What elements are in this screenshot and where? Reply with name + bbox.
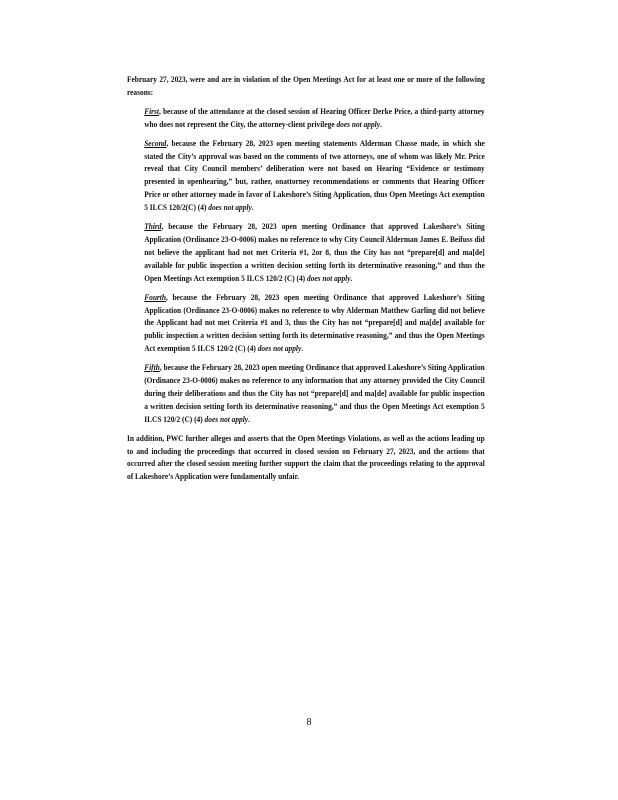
- reason-lead: First: [144, 105, 159, 116]
- reason-end: .: [248, 413, 250, 424]
- reason-emphasis: does not apply: [336, 118, 381, 129]
- reason-emphasis: does not apply: [204, 413, 249, 424]
- reason-emphasis: does not apply: [306, 272, 351, 283]
- reason-end: .: [380, 118, 382, 129]
- reason-third: [144, 220, 485, 285]
- reason-end: .: [251, 202, 254, 213]
- closing-paragraph: In addition, PWC further alleges and asserts that the Open Meetings Violations, as well as the actions leading up to and including the proceedings that occurred in closed session on February 27, 2023, and the actions that occurred after the closed session meeting further support the claim that the proceedings relating to the approval of Lakeshore’s Application were fundamentally unfair.: [127, 432, 485, 482]
- intro-paragraph: February 27, 2023, were and are in violation of the Open Meetings Act for at least one or more of the following reasons:: [127, 74, 485, 97]
- reason-lead: Second: [144, 137, 167, 148]
- reason-text: , because of the attendance at the closed session of Hearing Officer Derke Price, a third-party attorney who does not represent the City, the attorney-client privilege: [144, 105, 485, 129]
- reason-text: , because the February 28, 2023 open meeting Ordinance that approved Lakeshore’s Siting Application (Ordinance 23-O-0006) makes no reference to any information that any attorney provided the City Council during their deliberations and thus the City has not “prepare[d] and ma[de] available for public inspection a written decision setting forth its determinative reasoning,” and thus the Open Meetings Act exemption 5 ILCS 120/2 (C) (4): [144, 362, 485, 424]
- reason-lead: Third: [144, 221, 162, 232]
- document-body: [127, 73, 485, 487]
- reason-emphasis: does not apply: [257, 343, 302, 354]
- reason-end: .: [350, 272, 353, 283]
- reason-end: .: [301, 343, 304, 354]
- reason-lead: Fifth: [144, 362, 160, 373]
- reason-fourth: [144, 291, 485, 356]
- reason-emphasis: does not apply: [208, 202, 252, 213]
- reason-first: [144, 105, 485, 131]
- page-number: 8: [306, 717, 312, 728]
- reason-text: , because the February 28, 2023 open meeting statements Alderman Chasse made, in which she stated the City’s approval was based on the comments of two attorneys, one of whom was likely Mr. Price reveal that City Council members’ deliberation were not based on Hearing “Evidence or testimony presented in openhearing,” but, rather, onattorney recommendations or comments that Hearing Officer Price or other attorney made in favor of Lakeshore’s Siting Application, thus Open Meetings Act exemption 5 ILCS 120/2(C) (4): [144, 137, 485, 213]
- reason-second: [144, 137, 485, 214]
- reason-fifth: [144, 361, 485, 426]
- reason-text: , because the February 28, 2023 open meeting Ordinance that approved Lakeshore’s Siting Application (Ordinance 23-O-0006) makes no reference to why City Council Alderman James E. Beifuss did not believe the applicant had not met Criteria #1, 2or 8, thus the City has not “prepare[d] and ma[de] available for public inspection a written decision setting forth its determinative reasoning,” and thus the Open Meetings Act exemption 5 ILCS 120/2 (C) (4): [144, 221, 485, 283]
- reason-lead: Fourth: [144, 291, 166, 302]
- reason-text: , because the February 28, 2023 open meeting Ordinance that approved Lakeshore’s Siting Application (Ordinance 23-O-0006) makes no reference to why Alderman Matthew Garling did not believe the Applicant had not met Criteria #1 and 3, thus the City has not “prepare[d] and ma[de] available for public inspection a written decision setting forth its determinative reasoning,” and thus the Open Meetings Act exemption 5 ILCS 120/2 (C) (4): [144, 291, 485, 354]
